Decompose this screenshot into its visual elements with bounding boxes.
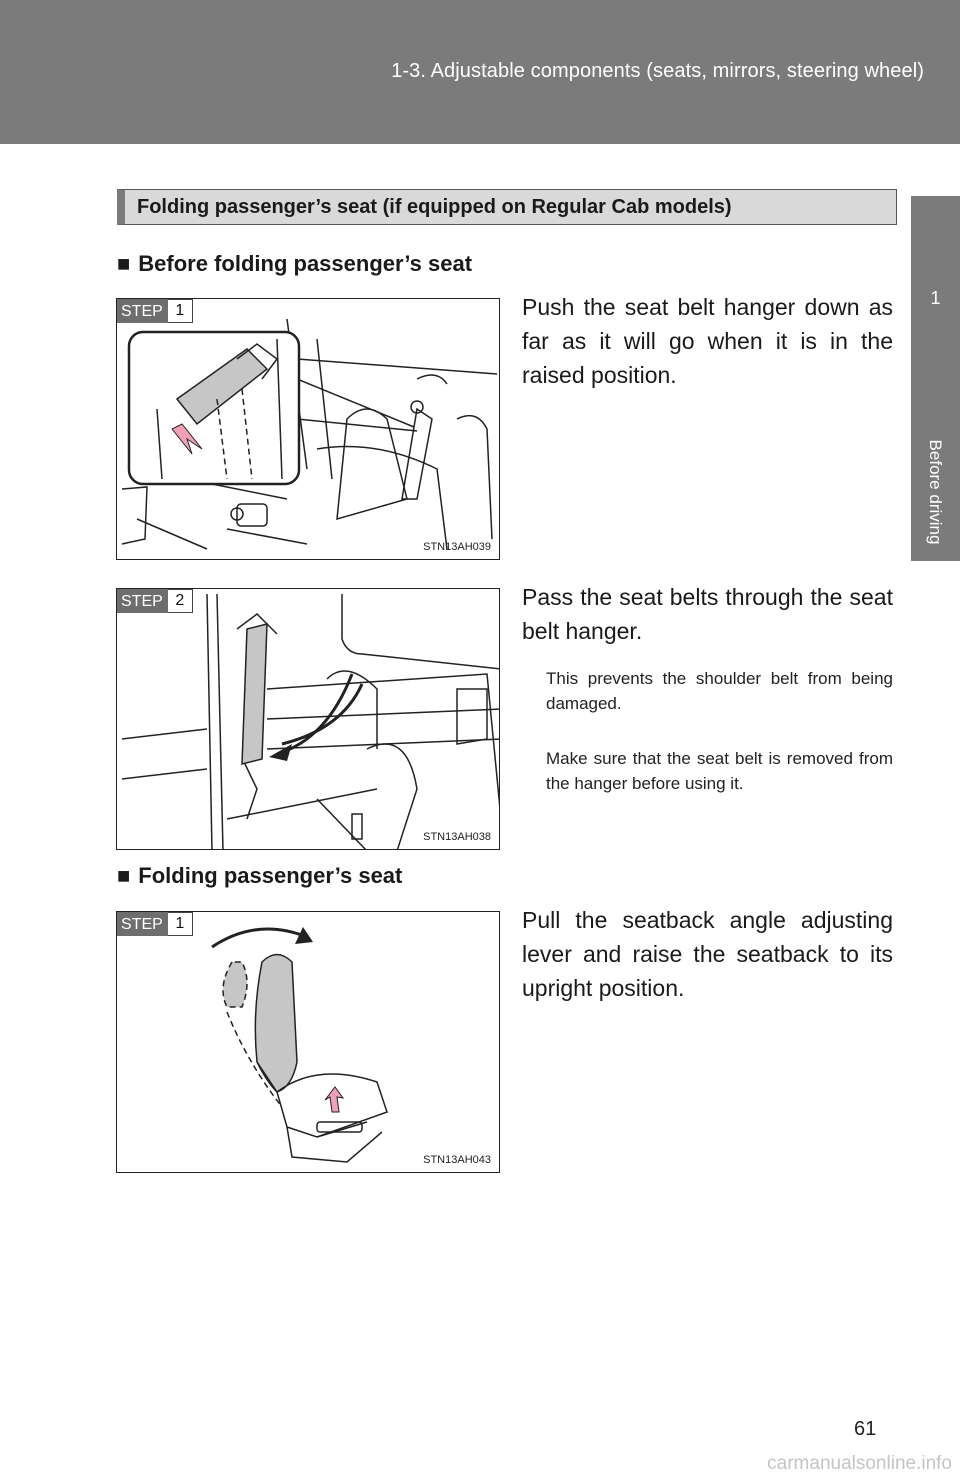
chapter-label: Before driving bbox=[926, 439, 945, 545]
step-number: 1 bbox=[168, 912, 193, 936]
step-label: STEP bbox=[117, 912, 168, 936]
subsection-heading bbox=[117, 863, 402, 889]
step-badge bbox=[117, 589, 193, 613]
note-remove-belt: Make sure that the seat belt is removed from the hanger before using it. bbox=[546, 749, 893, 793]
chapter-number: 1 bbox=[930, 288, 941, 308]
subsection-heading bbox=[117, 251, 472, 277]
step-label: STEP bbox=[117, 589, 168, 613]
step-number: 2 bbox=[168, 589, 193, 613]
bullet-square-icon: ■ bbox=[117, 251, 131, 276]
bullet-square-icon: ■ bbox=[117, 863, 131, 888]
instruction-step-1: Push the seat belt hanger down as far as it will go when it is in the raised position. bbox=[522, 294, 893, 388]
seat-belt-hanger-illustration bbox=[117, 299, 500, 560]
instruction-step-3: Pull the seatback angle adjusting lever and raise the seatback to its upright position. bbox=[522, 907, 893, 1001]
seat-belt-routing-illustration bbox=[117, 589, 500, 850]
figure-code: STN13AH043 bbox=[423, 1154, 491, 1166]
page-number: 61 bbox=[854, 1418, 877, 1440]
chapter-side-tab bbox=[911, 196, 960, 561]
chapter-title: 1-3. Adjustable components (seats, mirrors, steering wheel) bbox=[391, 60, 924, 82]
figure-code: STN13AH039 bbox=[423, 541, 491, 553]
figure-code: STN13AH038 bbox=[423, 831, 491, 843]
figure-step-2-belt-through-hanger bbox=[116, 588, 500, 850]
step-label: STEP bbox=[117, 299, 168, 323]
section-title: Folding passenger’s seat (if equipped on Regular Cab models) bbox=[137, 196, 732, 218]
figure-step-1-hanger bbox=[116, 298, 500, 560]
watermark: carmanualsonline.info bbox=[767, 1453, 952, 1474]
subsection-title: Folding passenger’s seat bbox=[138, 863, 403, 888]
figure-step-1-raise-seatback bbox=[116, 911, 500, 1173]
page-header bbox=[0, 0, 960, 144]
step-badge bbox=[117, 299, 193, 323]
step-badge bbox=[117, 912, 193, 936]
note-shoulder-belt: This prevents the shoulder belt from being damaged. bbox=[546, 669, 893, 713]
step-number: 1 bbox=[168, 299, 193, 323]
subsection-title: Before folding passenger’s seat bbox=[138, 251, 473, 276]
instruction-step-2: Pass the seat belts through the seat belt hanger. bbox=[522, 584, 893, 644]
seatback-raise-illustration bbox=[117, 912, 500, 1173]
section-heading-box bbox=[117, 189, 897, 225]
